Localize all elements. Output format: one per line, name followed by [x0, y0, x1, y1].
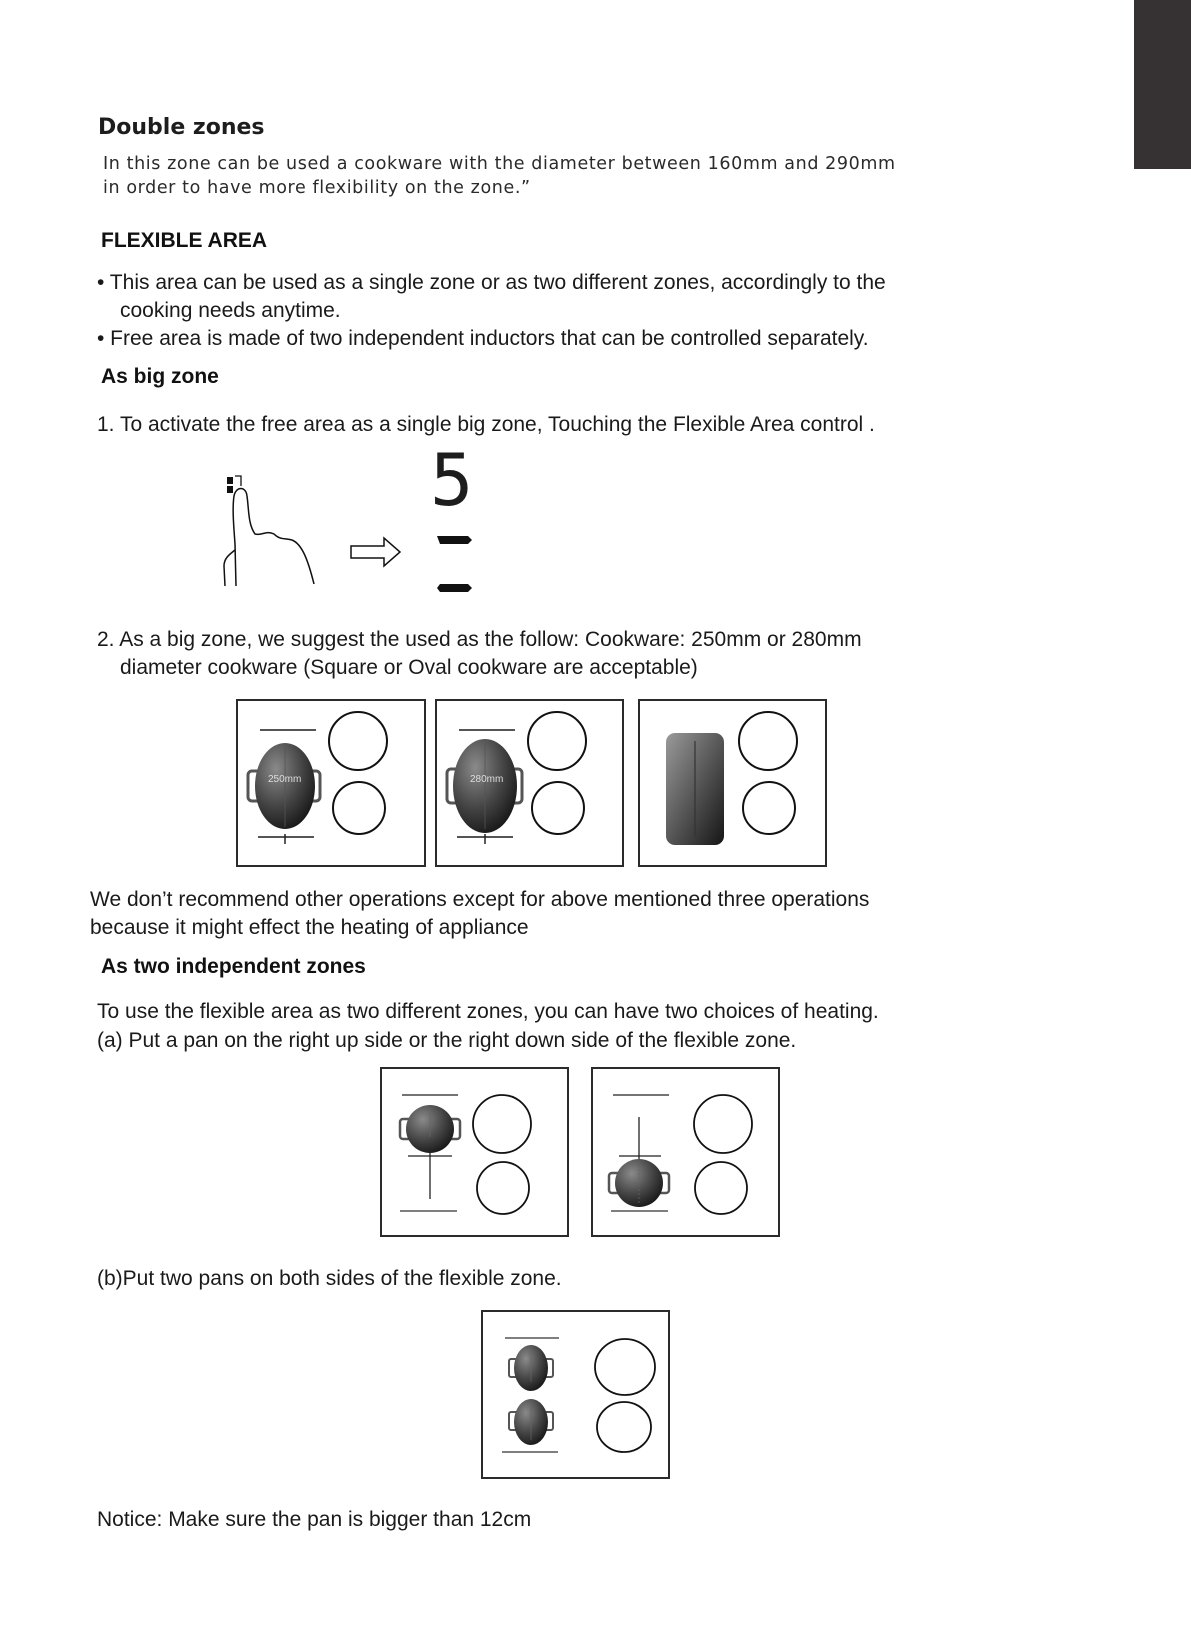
display-digit: 5: [430, 438, 474, 522]
big-zone-step-2-line-2: diameter cookware (Square or Oval cookware are acceptable): [120, 656, 698, 679]
page-edge-tab: [1134, 0, 1191, 169]
bullet-2: • Free area is made of two independent inductors that can be controlled separately.: [97, 327, 869, 350]
double-zones-text-line-2: in order to have more flexibility on the zone.”: [103, 178, 531, 198]
notice: Notice: Make sure the pan is bigger than 12cm: [97, 1508, 532, 1531]
cooktop-diagram-up: [380, 1067, 569, 1237]
two-zones-option-a: (a) Put a pan on the right up side or the right down side of the flexible zone.: [97, 1029, 797, 1052]
cooktop-diagram-oval: [638, 699, 827, 867]
bullet-1-line-1: • This area can be used as a single zone or as two different zones, accordingly to the: [97, 271, 886, 294]
double-zones-heading: Double zones: [98, 115, 265, 140]
cooktop-diagram-280mm: [435, 699, 624, 867]
cooktop-diagram-two-pans: [481, 1310, 670, 1479]
cooktop-diagram-250mm: [236, 699, 426, 867]
double-zones-text-line-1: In this zone can be used a cookware with the diameter between 160mm and 290mm: [103, 154, 896, 174]
pan-size-label: 280mm: [470, 774, 504, 785]
two-zones-heading: As two independent zones: [101, 955, 366, 978]
warning-line-2: because it might effect the heating of appliance: [90, 916, 529, 939]
cooktop-diagram-down: [591, 1067, 780, 1237]
big-zone-heading: As big zone: [101, 365, 219, 388]
flexible-area-heading: FLEXIBLE AREA: [101, 229, 268, 252]
big-zone-step-1: 1. To activate the free area as a single big zone, Touching the Flexible Area control .: [97, 413, 875, 436]
arrow-right-icon: [350, 537, 402, 567]
warning-line-1: We don’t recommend other operations except for above mentioned three operations: [90, 888, 870, 911]
pan-size-label: 250mm: [268, 774, 302, 785]
finger-touch-icon: [222, 474, 342, 590]
display-dashes-icon: [434, 534, 476, 596]
two-zones-intro: To use the flexible area as two different zones, you can have two choices of heating.: [97, 1000, 879, 1023]
two-zones-option-b: (b)Put two pans on both sides of the flexible zone.: [97, 1267, 562, 1290]
bullet-1-line-2: cooking needs anytime.: [120, 299, 341, 322]
big-zone-step-2-line-1: 2. As a big zone, we suggest the used as the follow: Cookware: 250mm or 280mm: [97, 628, 862, 651]
